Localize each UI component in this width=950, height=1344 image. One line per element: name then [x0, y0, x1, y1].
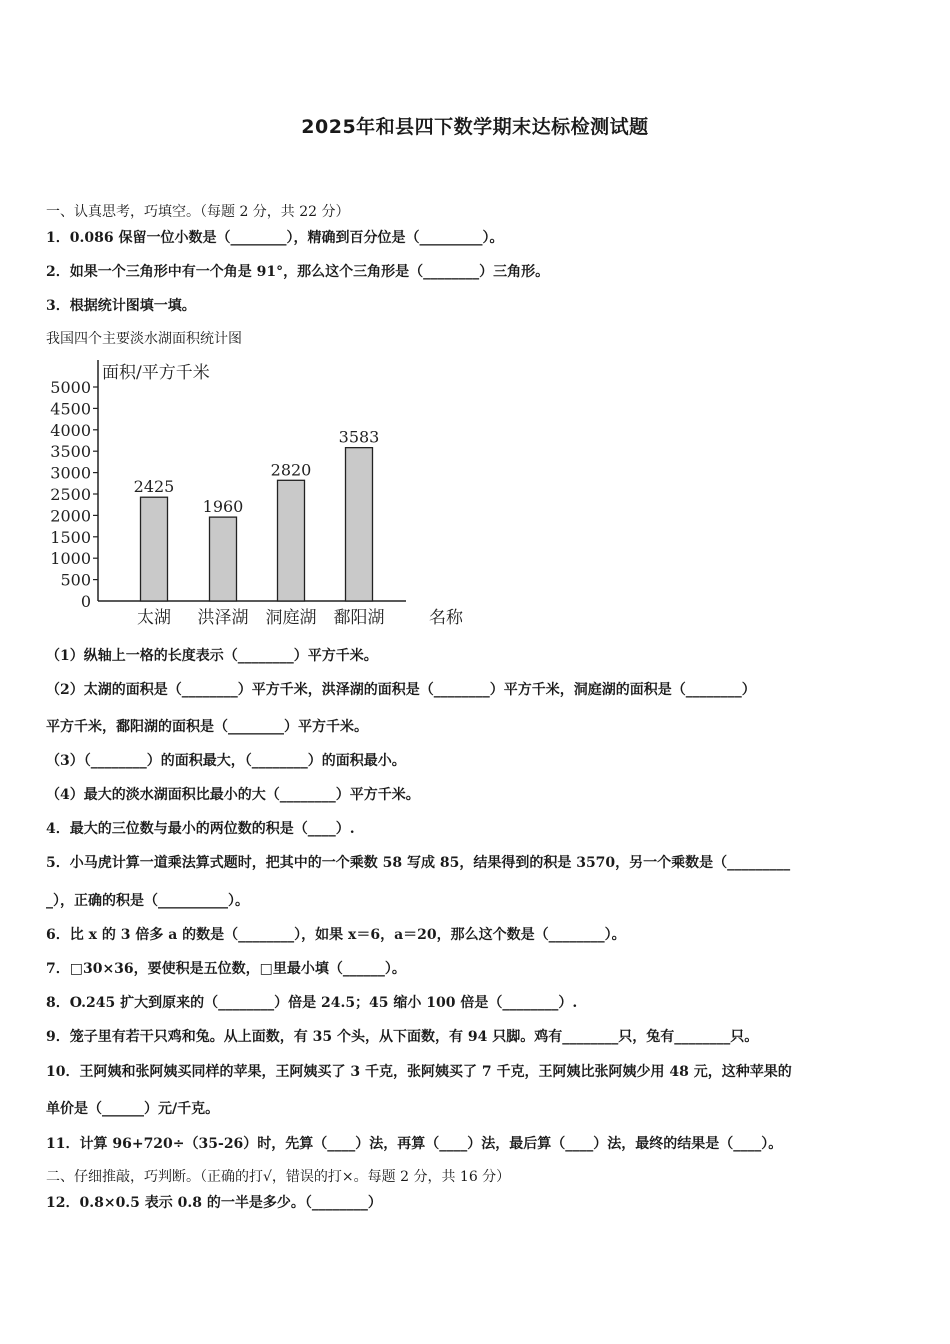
y-tick-label: 1000 [50, 549, 91, 569]
question-6: 6．比 x 的 3 倍多 a 的数是（________），如果 x＝6，a＝20，那么这个数是（________）。 [46, 927, 626, 943]
question-3-1: （1）纵轴上一格的长度表示（________）平方千米。 [46, 648, 378, 664]
question-12: 12．0.8×0.5 表示 0.8 的一半是多少。（________） [46, 1195, 382, 1211]
question-3-2-line2: 平方千米，鄱阳湖的面积是（________）平方千米。 [46, 719, 368, 735]
question-5-line1: 5．小马虎计算一道乘法算式题时，把其中的一个乘数 58 写成 85，结果得到的积是 3570，另一个乘数是（_________ [46, 855, 791, 871]
question-10-line1: 10．王阿姨和张阿姨买同样的苹果，王阿姨买了 3 千克，张阿姨买了 7 千克，王阿姨比张阿姨少用 48 元，这种苹果的 [46, 1064, 792, 1080]
category-label: 洪泽湖 [197, 608, 249, 628]
bar-value-label: 2820 [270, 460, 312, 480]
question-5-line2: _），正确的积是（__________）。 [46, 893, 249, 909]
y-axis-title: 面积/平方千米 [102, 363, 210, 383]
page-title: 2025年和县四下数学期末达标检测试题 [301, 116, 649, 138]
y-tick-label: 500 [60, 570, 91, 590]
question-3-4: （4）最大的淡水湖面积比最小的大（________）平方千米。 [46, 787, 420, 803]
y-tick-label: 5000 [50, 378, 91, 397]
bar-value-label: 2425 [133, 477, 175, 497]
question-3-3: （3）（________）的面积最大，（________）的面积最小。 [46, 753, 406, 769]
bar-4 [346, 448, 373, 601]
bar-2 [210, 517, 237, 601]
question-11: 11．计算 96+720÷（35-26）时，先算（____）法，再算（____）法，最后算（____）法，最终的结果是（____）。 [46, 1136, 783, 1152]
bar-value-label: 3583 [338, 427, 380, 447]
y-tick-label: 0 [80, 592, 91, 611]
question-3: 3．根据统计图填一填。 [46, 298, 196, 314]
section-1-heading: 一、认真思考，巧填空。（每题 2 分，共 22 分） [46, 204, 350, 220]
y-tick-label: 1500 [50, 527, 91, 547]
y-tick-label: 4500 [50, 399, 91, 419]
bar-3 [278, 480, 305, 601]
y-tick-label: 3000 [50, 463, 91, 483]
lake-area-bar-chart [46, 352, 486, 630]
question-9: 9．笼子里有若干只鸡和兔。从上面数，有 35 个头，从下面数，有 94 只脚。鸡有________只，兔有________只。 [46, 1029, 759, 1045]
y-tick-label: 2000 [50, 506, 91, 526]
question-1: 1．0.086 保留一位小数是（________），精确到百分位是（_________）。 [46, 230, 504, 246]
y-tick-label: 4000 [50, 420, 91, 440]
y-tick-label: 3500 [50, 442, 91, 462]
category-label: 鄱阳湖 [333, 608, 385, 628]
x-axis-title: 名称 [429, 608, 463, 628]
question-10-line2: 单价是（______）元/千克。 [46, 1101, 220, 1117]
question-2: 2．如果一个三角形中有一个角是 91°，那么这个三角形是（________）三角形。 [46, 264, 550, 280]
question-4: 4．最大的三位数与最小的两位数的积是（____）. [46, 821, 355, 837]
y-tick-label: 2500 [50, 485, 91, 504]
question-3-2-line1: （2）太湖的面积是（________）平方千米，洪泽湖的面积是（________）平方千米，洞庭湖的面积是（________） [46, 682, 756, 698]
bar-value-label: 1960 [202, 497, 244, 517]
category-label: 洞庭湖 [265, 608, 317, 628]
bar-1 [141, 497, 168, 601]
question-8: 8．O.245 扩大到原来的（________）倍是 24.5；45 缩小 100 倍是（________）. [46, 995, 578, 1011]
category-label: 太湖 [137, 608, 171, 628]
section-2-heading: 二、仔细推敲，巧判断。（正确的打√，错误的打×。每题 2 分，共 16 分） [46, 1169, 511, 1185]
chart-caption: 我国四个主要淡水湖面积统计图 [46, 331, 242, 347]
question-7: 7．□30×36，要使积是五位数，□里最小填（______）。 [46, 961, 406, 977]
